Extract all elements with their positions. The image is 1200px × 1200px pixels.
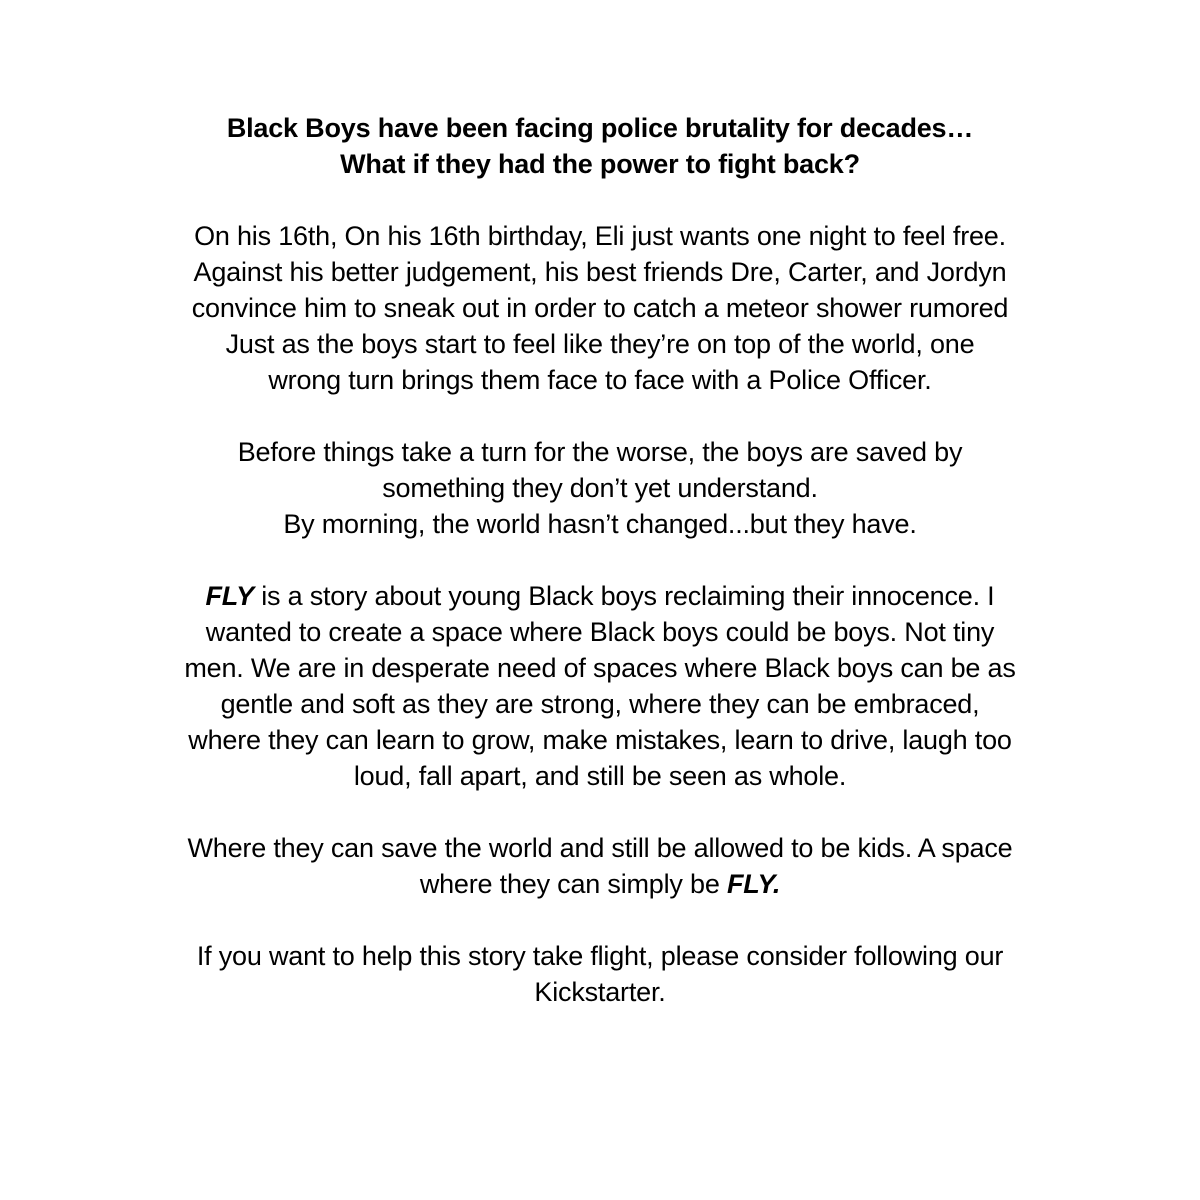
turn-line: By morning, the world hasn’t changed...but they have. xyxy=(283,509,917,539)
closing-paragraph xyxy=(0,830,1200,902)
about-paragraph xyxy=(0,578,1200,794)
closing-line-text: where they can simply be xyxy=(419,869,727,899)
headline-line-1: Black Boys have been facing police brutality for decades… xyxy=(226,113,974,143)
about-line-text: is a story about young Black boys reclaiming their innocence. I xyxy=(253,581,995,611)
document xyxy=(0,110,1200,1010)
synopsis-line: wrong turn brings them face to face with a Police Officer. xyxy=(268,365,932,395)
about-line: where they can learn to grow, make mistakes, learn to drive, laugh too xyxy=(188,725,1012,755)
headline xyxy=(0,110,1200,182)
synopsis-line: Against his better judgement, his best friends Dre, Carter, and Jordyn xyxy=(193,257,1007,287)
about-line: gentle and soft as they are strong, where they can be embraced, xyxy=(220,689,980,719)
spacer xyxy=(0,542,1200,578)
closing-line-1: Where they can save the world and still be allowed to be kids. A space xyxy=(187,833,1013,863)
fly-title: FLY xyxy=(205,581,254,611)
about-line: loud, fall apart, and still be seen as whole. xyxy=(353,761,847,791)
about-line: men. We are in desperate need of spaces where Black boys can be as xyxy=(184,653,1016,683)
about-line: wanted to create a space where Black boys could be boys. Not tiny xyxy=(205,617,995,647)
cta-line-2: Kickstarter. xyxy=(534,977,666,1007)
headline-line-2: What if they had the power to fight back? xyxy=(340,149,860,179)
synopsis-line: Just as the boys start to feel like they’re on top of the world, one xyxy=(225,329,975,359)
spacer xyxy=(0,182,1200,218)
turn-line: Before things take a turn for the worse, the boys are saved by xyxy=(237,437,963,467)
closing-line-2 xyxy=(0,866,1200,902)
turn-paragraph xyxy=(0,434,1200,542)
spacer xyxy=(0,902,1200,938)
synopsis-line: On his 16th, On his 16th birthday, Eli just wants one night to feel free. xyxy=(194,221,1006,251)
synopsis-paragraph xyxy=(0,218,1200,398)
spacer xyxy=(0,398,1200,434)
turn-line: something they don’t yet understand. xyxy=(382,473,818,503)
cta-line-1: If you want to help this story take flight, please consider following our xyxy=(196,941,1004,971)
spacer xyxy=(0,794,1200,830)
call-to-action xyxy=(0,938,1200,1010)
synopsis-line: convince him to sneak out in order to catch a meteor shower rumored xyxy=(191,293,1009,323)
fly-emphasis: FLY. xyxy=(726,869,781,899)
about-line xyxy=(0,578,1200,614)
